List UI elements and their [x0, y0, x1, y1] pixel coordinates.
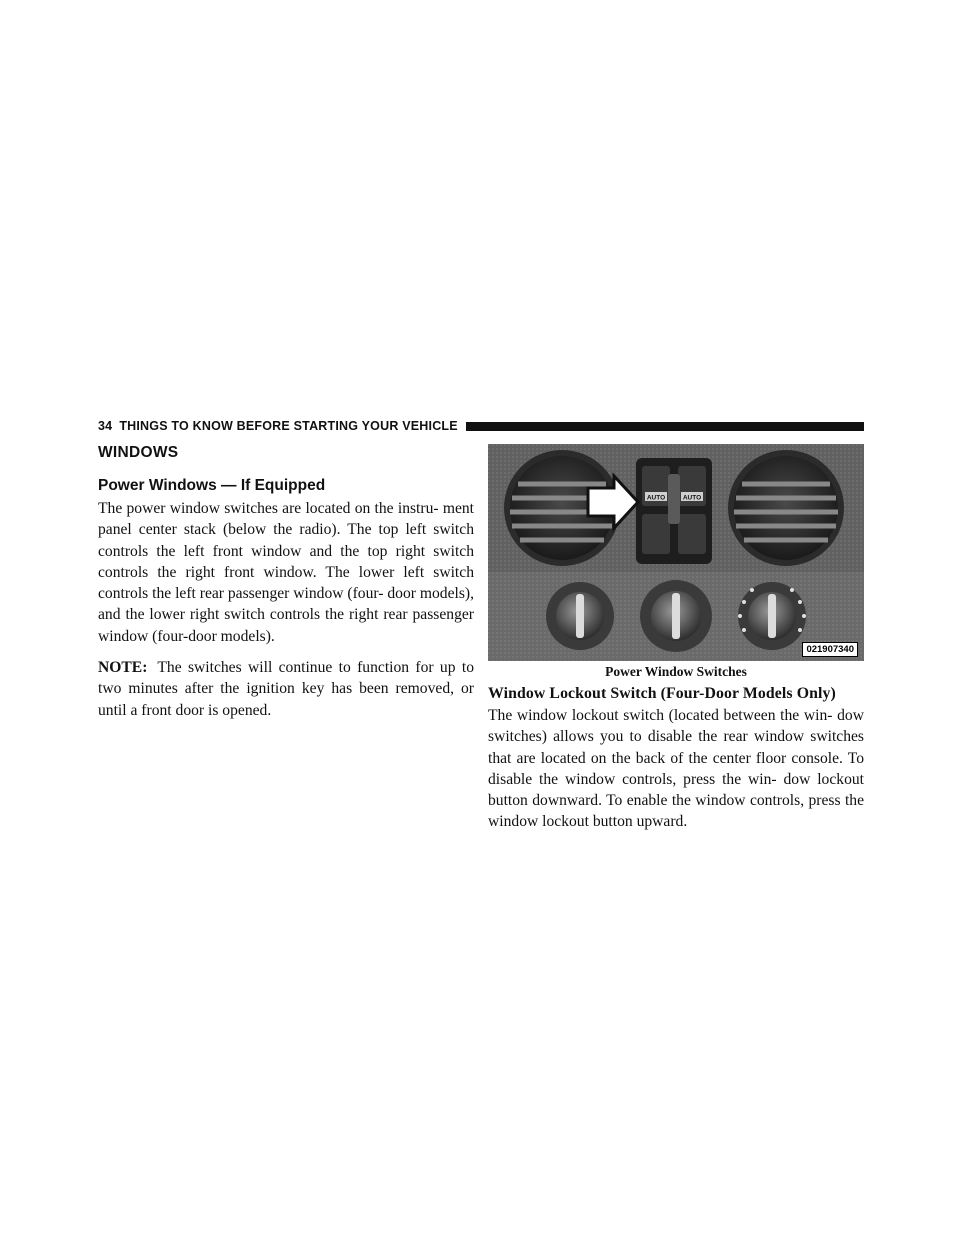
left-column	[98, 444, 474, 721]
header-rule	[466, 422, 864, 431]
note-label: NOTE:	[98, 659, 148, 677]
page-number: 34	[98, 419, 113, 433]
power-window-switches-figure	[488, 444, 864, 661]
section-title: WINDOWS	[98, 444, 179, 461]
power-windows-heading: Power Windows — If Equipped	[98, 477, 326, 494]
chapter-title: THINGS TO KNOW BEFORE STARTING YOUR VEHICLE	[119, 419, 458, 433]
power-windows-paragraph: The power window switches are located on the instru- ment panel center stack (below the radio). The top left switch controls the left front window and the top right switch controls the right front window. The lower left switch controls the left rear passenger window (four- door models), and the lower right switch controls the right rear passenger window (four-door models).	[98, 500, 474, 645]
auto-label-right: AUTO	[682, 494, 702, 502]
window-lockout-switch	[668, 474, 680, 524]
dashboard-illustration	[488, 444, 864, 661]
note-text: The switches will continue to function for up to two minutes after the ignition key has been removed, or until a front door is opened.	[98, 659, 474, 719]
note-paragraph	[98, 657, 474, 721]
figure-caption: Power Window Switches	[605, 664, 747, 679]
right-column	[488, 444, 864, 833]
auto-label-left: AUTO	[646, 494, 666, 502]
figure-id: 021907340	[802, 642, 858, 657]
page-header	[98, 417, 864, 435]
lockout-paragraph: The window lockout switch (located between the win- dow switches) allows you to disable the rear window switches that are located on the back of the center floor console. To disable the window controls, press the win- dow lockout button downward. To enable the window controls, press the window lockout button upward.	[488, 707, 864, 831]
lockout-heading: Window Lockout Switch (Four-Door Models Only)	[488, 685, 836, 702]
